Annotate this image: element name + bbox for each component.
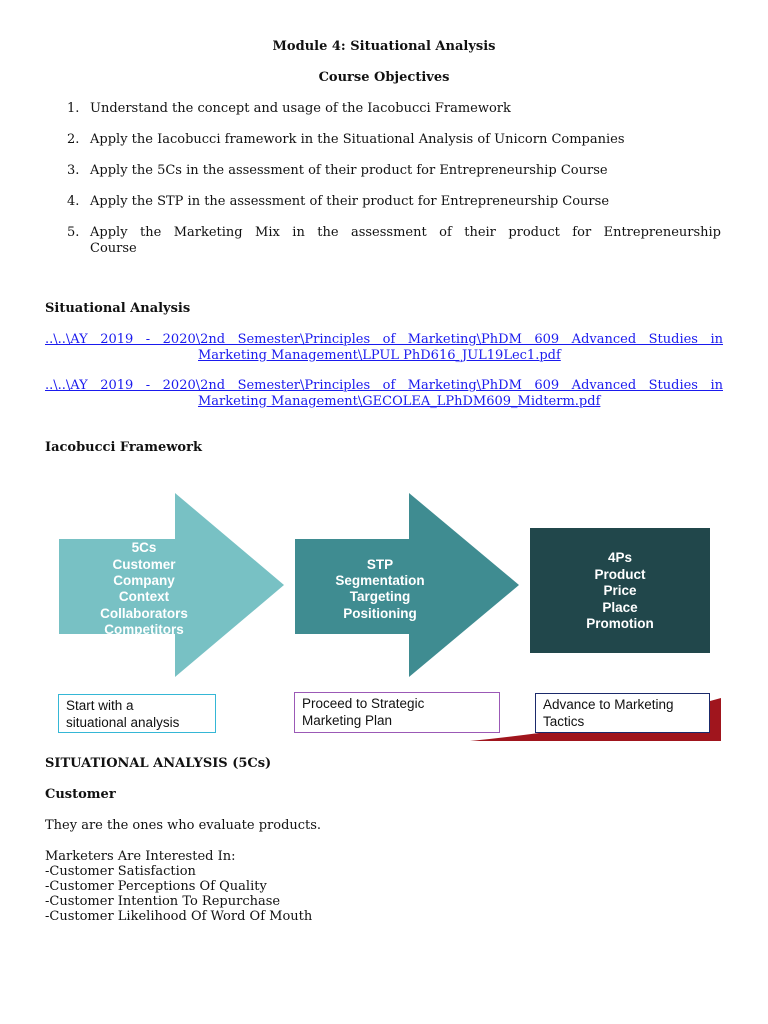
objective-text: Apply the 5Cs in the assessment of their product for Entrepreneurship Course — [90, 163, 608, 178]
objective-number: 1. — [67, 101, 80, 116]
caption-line: situational analysis — [66, 715, 180, 730]
arrow1-label: Competitors — [104, 622, 184, 637]
objective-number: 4. — [67, 194, 80, 209]
objective-text: Apply the STP in the assessment of their product for Entrepreneurship Course — [90, 194, 610, 209]
arrow2-label: STP — [366, 557, 394, 572]
caption-line: Tactics — [543, 714, 585, 729]
objective-text: Apply the Iacobucci framework in the Situational Analysis of Unicorn Companies — [90, 132, 625, 147]
objective-text-line1: Apply the Marketing Mix in the assessment of their product for Entrepreneurship — [90, 225, 721, 240]
caption-line: Advance to Marketing — [543, 697, 674, 712]
arrow2-label: Segmentation — [335, 573, 425, 588]
link-line1[interactable]: ..\..\AY 2019 - 2020\2nd Semester\Principles of Marketing\PhDM 609 Advanced Studies in — [45, 378, 723, 393]
objective-number: 3. — [67, 163, 80, 178]
interests-heading: Marketers Are Interested In: — [45, 849, 236, 864]
objective-text: Understand the concept and usage of the Iacobucci Framework — [90, 101, 511, 116]
customer-heading: Customer — [45, 787, 116, 802]
page-title: Module 4: Situational Analysis — [272, 39, 496, 54]
link-line1[interactable]: ..\..\AY 2019 - 2020\2nd Semester\Principles of Marketing\PhDM 609 Advanced Studies in — [45, 332, 723, 347]
interest-item: -Customer Likelihood Of Word Of Mouth — [45, 909, 313, 924]
arrow2-label: Targeting — [349, 589, 411, 604]
objective-number: 5. — [67, 225, 80, 240]
objective-number: 2. — [67, 132, 80, 147]
box3-label: Promotion — [586, 616, 654, 631]
box3-label: Place — [602, 600, 638, 615]
link-line2[interactable]: Marketing Management\LPUL PhD616_JUL19Lec1.pdf — [198, 348, 561, 363]
box3-label: Price — [603, 583, 637, 598]
interests-block — [45, 849, 312, 924]
situational-analysis-heading: Situational Analysis — [45, 301, 191, 316]
section-heading-5cs: SITUATIONAL ANALYSIS (5Cs) — [45, 756, 272, 771]
interest-item: -Customer Satisfaction — [45, 864, 196, 879]
customer-description: They are the ones who evaluate products. — [45, 818, 322, 833]
caption-start — [58, 694, 216, 733]
arrow1-label: 5Cs — [131, 540, 157, 555]
interest-item: -Customer Perceptions Of Quality — [45, 879, 267, 894]
arrow1-label: Context — [118, 589, 170, 604]
caption-line: Marketing Plan — [302, 713, 393, 728]
page-subtitle: Course Objectives — [318, 70, 450, 85]
caption-line: Proceed to Strategic — [302, 696, 425, 711]
caption-advance — [535, 693, 710, 733]
objective-text-line2: Course — [90, 241, 137, 256]
link-line2[interactable]: Marketing Management\GECOLEA_LPhDM609_Midterm.pdf — [198, 394, 601, 409]
caption-proceed — [294, 692, 500, 733]
iacobucci-framework-heading: Iacobucci Framework — [45, 440, 202, 455]
interest-item: -Customer Intention To Repurchase — [45, 894, 281, 909]
arrow2-label: Positioning — [343, 606, 417, 621]
arrow1-label: Customer — [112, 557, 176, 572]
file-link-midterm[interactable] — [45, 378, 723, 410]
arrow1-label: Collaborators — [100, 606, 188, 621]
box3-label: 4Ps — [607, 550, 633, 565]
box3-label: Product — [594, 567, 646, 582]
file-link-lecture[interactable] — [45, 332, 723, 364]
caption-line: Start with a — [66, 698, 134, 713]
arrow1-label: Company — [113, 573, 175, 588]
